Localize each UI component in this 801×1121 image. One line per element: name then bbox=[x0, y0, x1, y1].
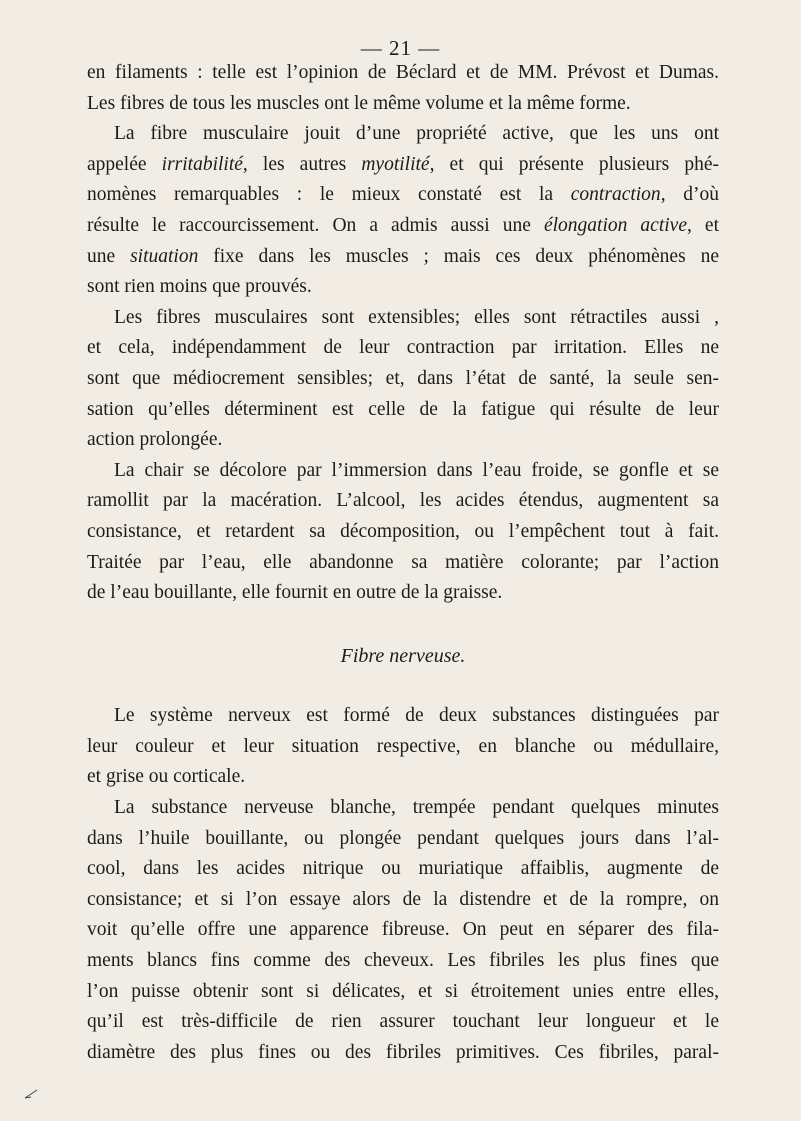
paragraph-4 bbox=[87, 456, 719, 609]
text-line: cool, dans les acides nitrique ou muriatique affaiblis, augmente de bbox=[87, 858, 719, 880]
text-line: Les fibres musculaires sont extensibles; elles sont rétractiles aussi , bbox=[114, 306, 719, 328]
text-line bbox=[87, 180, 719, 211]
text-line: sation qu’elles déterminent est celle de la fatigue qui résulte de leur bbox=[87, 398, 719, 420]
text-run: , d’où bbox=[660, 184, 720, 206]
text-line: sont rien moins que prouvés. bbox=[87, 276, 312, 298]
text-line: sont que médiocrement sensibles; et, dans l’état de santé, la seule sen- bbox=[87, 367, 719, 389]
text-run: nomènes remarquables : le mieux constaté est la bbox=[87, 184, 571, 206]
text-line bbox=[87, 242, 719, 273]
text-line: consistance, et retardent sa décomposition, ou l’empêchent tout à fait. bbox=[87, 520, 719, 542]
text-line: Le système nerveux est formé de deux substances distinguées par bbox=[114, 705, 719, 727]
term-contraction: contraction bbox=[570, 184, 661, 206]
text-line bbox=[87, 211, 719, 242]
text-line: dans l’huile bouillante, ou plongée pendant quelques jours dans l’al- bbox=[87, 827, 719, 849]
text-line: action prolongée. bbox=[87, 429, 223, 451]
text-line: l’on puisse obtenir sont si délicates, et si étroitement unies entre elles, bbox=[87, 980, 719, 1002]
text-line: diamètre des plus fines ou des fibriles primitives. Ces fibriles, paral- bbox=[87, 1041, 719, 1063]
paragraph-5 bbox=[87, 701, 719, 793]
text-line: consistance; et si l’on essaye alors de la distendre et de la rompre, on bbox=[87, 888, 719, 910]
text-line: en filaments : telle est l’opinion de Béclard et de MM. Prévost et Dumas. bbox=[87, 62, 719, 83]
term-situation: situation bbox=[130, 245, 199, 267]
text-line: et cela, indépendamment de leur contraction par irritation. Elles ne bbox=[87, 337, 719, 359]
text-line: et grise ou corticale. bbox=[87, 766, 246, 788]
text-run: , et qui présente plusieurs phé- bbox=[429, 153, 719, 175]
term-myotilite: myotilité bbox=[361, 153, 430, 175]
text-run: , les autres bbox=[242, 153, 362, 175]
term-irritabilite: irritabilité bbox=[161, 153, 243, 175]
text-line: Les fibres de tous les muscles ont le même volume et la même forme. bbox=[87, 92, 631, 114]
text-line: ramollit par la macération. L’alcool, les acides étendus, augmentent sa bbox=[87, 490, 719, 512]
text-line: La chair se décolore par l’immersion dans l’eau froide, se gonfle et se bbox=[114, 459, 719, 481]
text-line: leur couleur et leur situation respective, en blanche ou médullaire, bbox=[87, 735, 719, 757]
text-line: ments blancs fins comme des cheveux. Les fibriles les plus fines que bbox=[87, 950, 719, 972]
pencil-stroke-icon bbox=[24, 1089, 38, 1099]
paragraph-6 bbox=[87, 793, 719, 1068]
text-line: La substance nerveuse blanche, trempée pendant quelques minutes bbox=[114, 797, 719, 819]
text-line: Traitée par l’eau, elle abandonne sa matière colorante; par l’action bbox=[87, 551, 719, 573]
text-run: une bbox=[87, 245, 131, 267]
section-heading: Fibre nerveuse. bbox=[340, 644, 466, 667]
term-elongation-active: élongation active bbox=[543, 214, 687, 236]
paragraph-2 bbox=[87, 119, 719, 303]
text-run: appelée bbox=[87, 153, 162, 175]
text-line: qu’il est très-difficile de rien assurer touchant leur longueur et le bbox=[87, 1011, 719, 1033]
paragraph-1 bbox=[87, 58, 719, 119]
text-run: résulte le raccourcissement. On a admis aussi une bbox=[87, 214, 544, 236]
paragraph-3 bbox=[87, 303, 719, 456]
body-text bbox=[87, 58, 719, 1068]
page-number: — 21 — bbox=[360, 36, 441, 60]
text-line: de l’eau bouillante, elle fournit en outre de la graisse. bbox=[87, 582, 503, 604]
text-line: La fibre musculaire jouit d’une propriété active, que les uns ont bbox=[114, 123, 719, 145]
text-run: , et bbox=[687, 214, 720, 236]
corner-pencil-mark bbox=[24, 1086, 38, 1104]
text-line: voit qu’elle offre une apparence fibreuse. On peut en séparer des fila- bbox=[87, 919, 719, 941]
text-line bbox=[87, 150, 719, 181]
text-run: fixe dans les muscles ; mais ces deux phénomènes ne bbox=[198, 245, 719, 267]
